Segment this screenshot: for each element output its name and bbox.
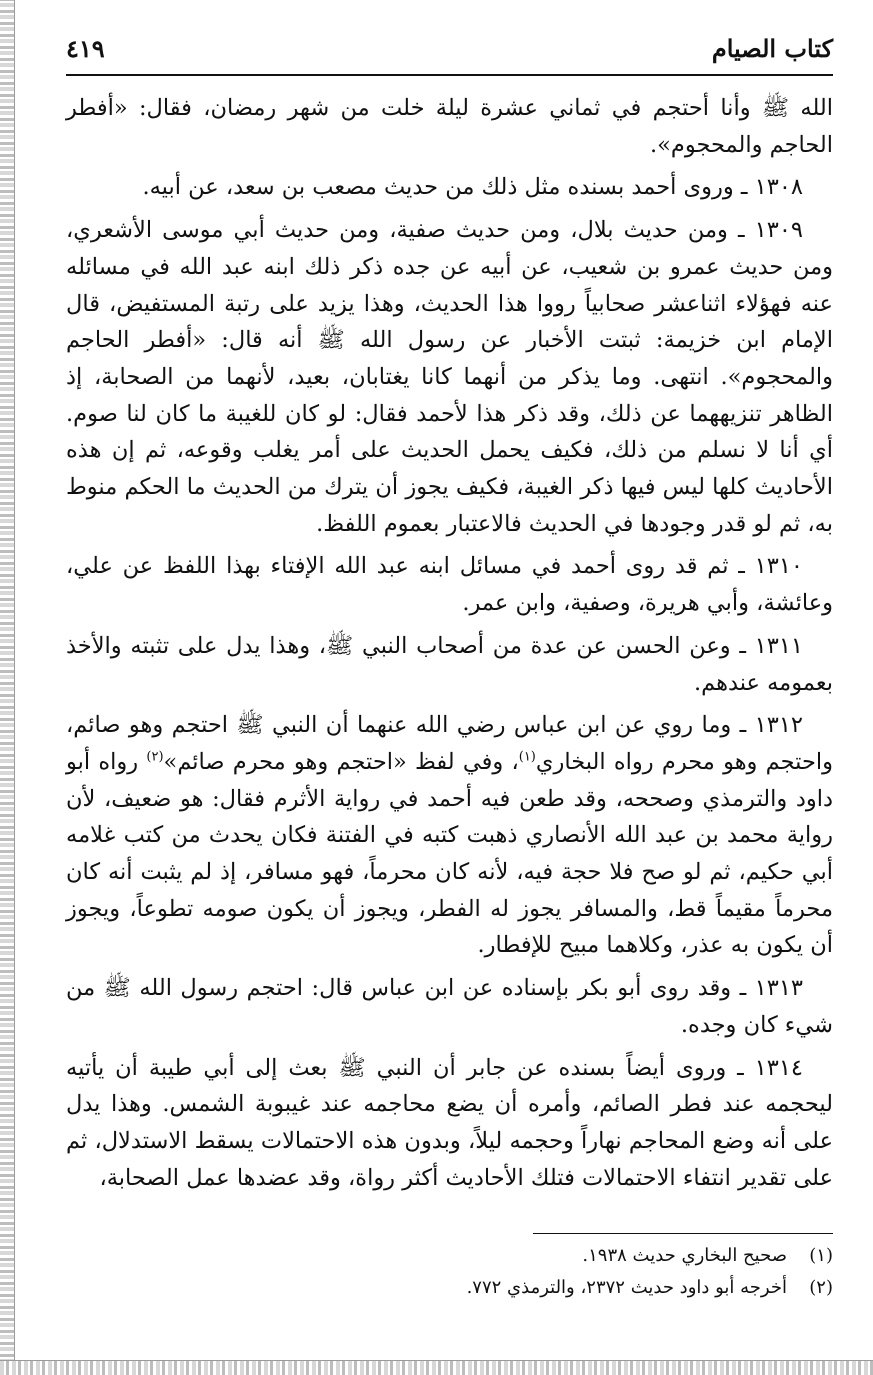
- paragraph-1309: ١٣٠٩ ـ ومن حديث بلال، ومن حديث صفية، ومن حديث أبي موسى الأشعري، ومن حديث عمرو بن شعيب، عن أبيه عن جده ذكر ذلك ابنه عبد الله في مسائله عنه فهؤلاء اثناعشر صحابياً رووا هذا الحديث، وهذا يزيد على رتبة المستفيض، قال الإمام ابن خزيمة: ثبتت الأخبار عن رسول الله ﷺ أنه قال: «أفطر الحاجم والمحجوم». انتهى. وما يذكر من أنهما كانا يغتابان، بعيد، لأنهما من الصحابة، إذ الظاهر تنزيههما عن ذلك، وقد ذكر هذا لأحمد فقال: لو كان للغيبة ما كان لنا صوم. أي أنا لا نسلم من ذلك، فكيف يحمل الحديث على أمر يغلب وقوعه، ثم إن هذه الأحاديث كلها ليس فيها ذكر الغيبة، فكيف يجوز أن يترك من الحديث ما الحكم منوط به، ثم لو قدر وجودها في الحديث فالاعتبار بعموم اللفظ.: [66, 217, 833, 537]
- paragraph-1308: ١٣٠٨ ـ وروى أحمد بسنده مثل ذلك من حديث مصعب بن سعد، عن أبيه.: [142, 174, 803, 201]
- decorative-border-left: [0, 0, 15, 1375]
- paragraph-1312: [66, 707, 833, 964]
- footnote-number: (١): [809, 1245, 833, 1266]
- footnote-number: (٢): [809, 1277, 833, 1298]
- paragraph-continuation: الله ﷺ وأنا أحتجم في ثماني عشرة ليلة خلت من شهر رمضان، فقال: «أفطر الحاجم والمحجوم».: [66, 95, 833, 158]
- paragraph-1314: ١٣١٤ ـ وروى أيضاً بسنده عن جابر أن النبي ﷺ بعث إلى أبي طيبة أن يأتيه ليحجمه عند فطر الصائم، وأمره أن يضع محاجمه عند غيبوبة الشمس. وهذا يدل على أنه وضع المحاجم نهاراً وحجمه ليلاً، وبدون هذه الاحتمالات يسقط الاستدلال، ثم على تقدير انتفاء الاحتمالات فتلك الأحاديث أكثر رواة، وقد عضدها عمل الصحابة،: [66, 1054, 833, 1191]
- footnote-1: [66, 1240, 833, 1272]
- main-text: [66, 90, 833, 1202]
- footnote-ref-2: (٢): [146, 749, 164, 765]
- footnote-rule: [533, 1233, 833, 1234]
- footnote-2: [66, 1272, 833, 1304]
- page-header: [66, 28, 833, 68]
- paragraph-1311: ١٣١١ ـ وعن الحسن عن عدة من أصحاب النبي ﷺ، وهذا يدل على تثبته والأخذ بعمومه عندهم.: [66, 632, 833, 696]
- paragraph-1312-part-a: ١٣١٢ ـ وما روي عن ابن عباس رضي الله عنهما أن النبي ﷺ احتجم وهو صائم، واحتجم وهو محرم رواه البخاري: [66, 712, 833, 775]
- paragraph-1310: ١٣١٠ ـ ثم قد روى أحمد في مسائل ابنه عبد الله الإفتاء بهذا اللفظ عن علي، وعائشة، وأبي هريرة، وصفية، وابن عمر.: [66, 553, 833, 617]
- page-number: ٤١٩: [66, 33, 105, 63]
- footnote-text: أخرجه أبو داود حديث ٢٣٧٢، والترمذي ٧٧٢.: [466, 1277, 787, 1298]
- header-rule: [66, 74, 833, 76]
- decorative-border-bottom: [0, 1360, 873, 1375]
- running-title: كتاب الصيام: [711, 33, 833, 63]
- footnote-text: صحيح البخاري حديث ١٩٣٨.: [582, 1245, 787, 1266]
- paragraph-1312-part-b: ، وفي لفظ «احتجم وهو محرم صائم»: [163, 748, 519, 775]
- footnotes: [66, 1240, 833, 1304]
- paragraph-1313: ١٣١٣ ـ وقد روى أبو بكر بإسناده عن ابن عباس قال: احتجم رسول الله ﷺ من شيء كان وجده.: [66, 975, 833, 1038]
- paragraph-1312-part-c: رواه أبو داود والترمذي وصححه، وقد طعن فيه أحمد في رواية الأثرم فقال: هو ضعيف، لأن رواية محمد بن عبد الله الأنصاري ذهبت كتبه في الفتنة فكان يحدث من كتب غلامه أبي حكيم، ثم لو صح فلا حجة فيه، لأنه كان محرماً، فهو مسافر، إذ لم يثبت أنه كان محرماً مقيماً قط، والمسافر يجوز له الفطر، ويجوز أن يكون صومه تطوعاً، ويجوز أن يكون به عذر، وكلاهما مبيح للإفطار.: [66, 748, 833, 959]
- footnote-ref-1: (١): [518, 749, 536, 765]
